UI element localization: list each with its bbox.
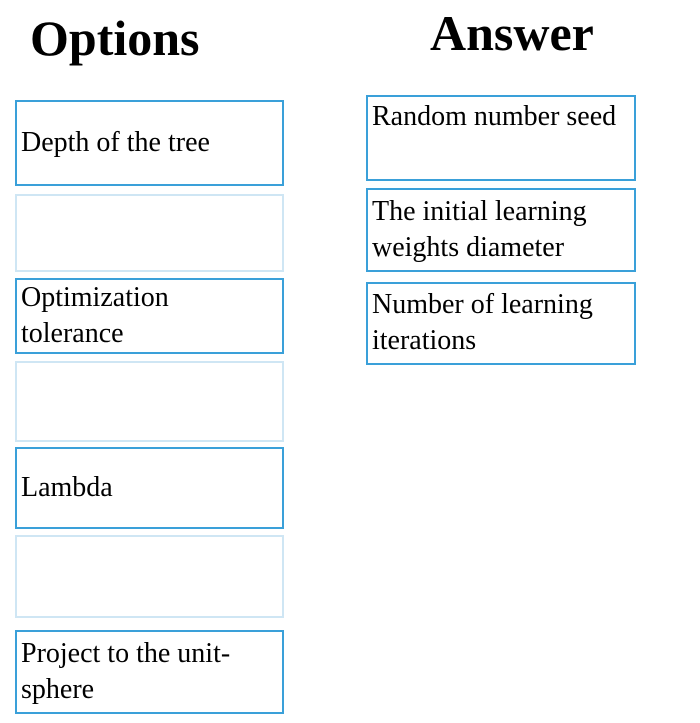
answer-number-of-learning-iterations[interactable] [366,282,636,365]
option-lambda[interactable] [15,447,284,529]
option-empty-slot[interactable] [15,361,284,442]
option-depth-of-the-tree[interactable] [15,100,284,186]
option-empty-slot[interactable] [15,535,284,618]
option-optimization-tolerance[interactable] [15,278,284,354]
answer-initial-learning-weights-diameter[interactable] [366,188,636,272]
options-heading: Options [30,10,200,66]
option-label: Optimization tolerance [21,282,169,349]
option-project-to-the-unit-sphere[interactable] [15,630,284,714]
option-label: Lambda [21,472,113,504]
answer-heading: Answer [430,5,594,61]
option-empty-slot[interactable] [15,194,284,272]
answer-label: Number of learning iterations [372,289,593,356]
option-label: Project to the unit-sphere [21,638,231,705]
answer-random-number-seed[interactable] [366,95,636,181]
answer-label: Random number seed [372,101,617,132]
answer-label: The initial learning weights diameter [372,196,587,263]
option-label: Depth of the tree [21,127,210,159]
